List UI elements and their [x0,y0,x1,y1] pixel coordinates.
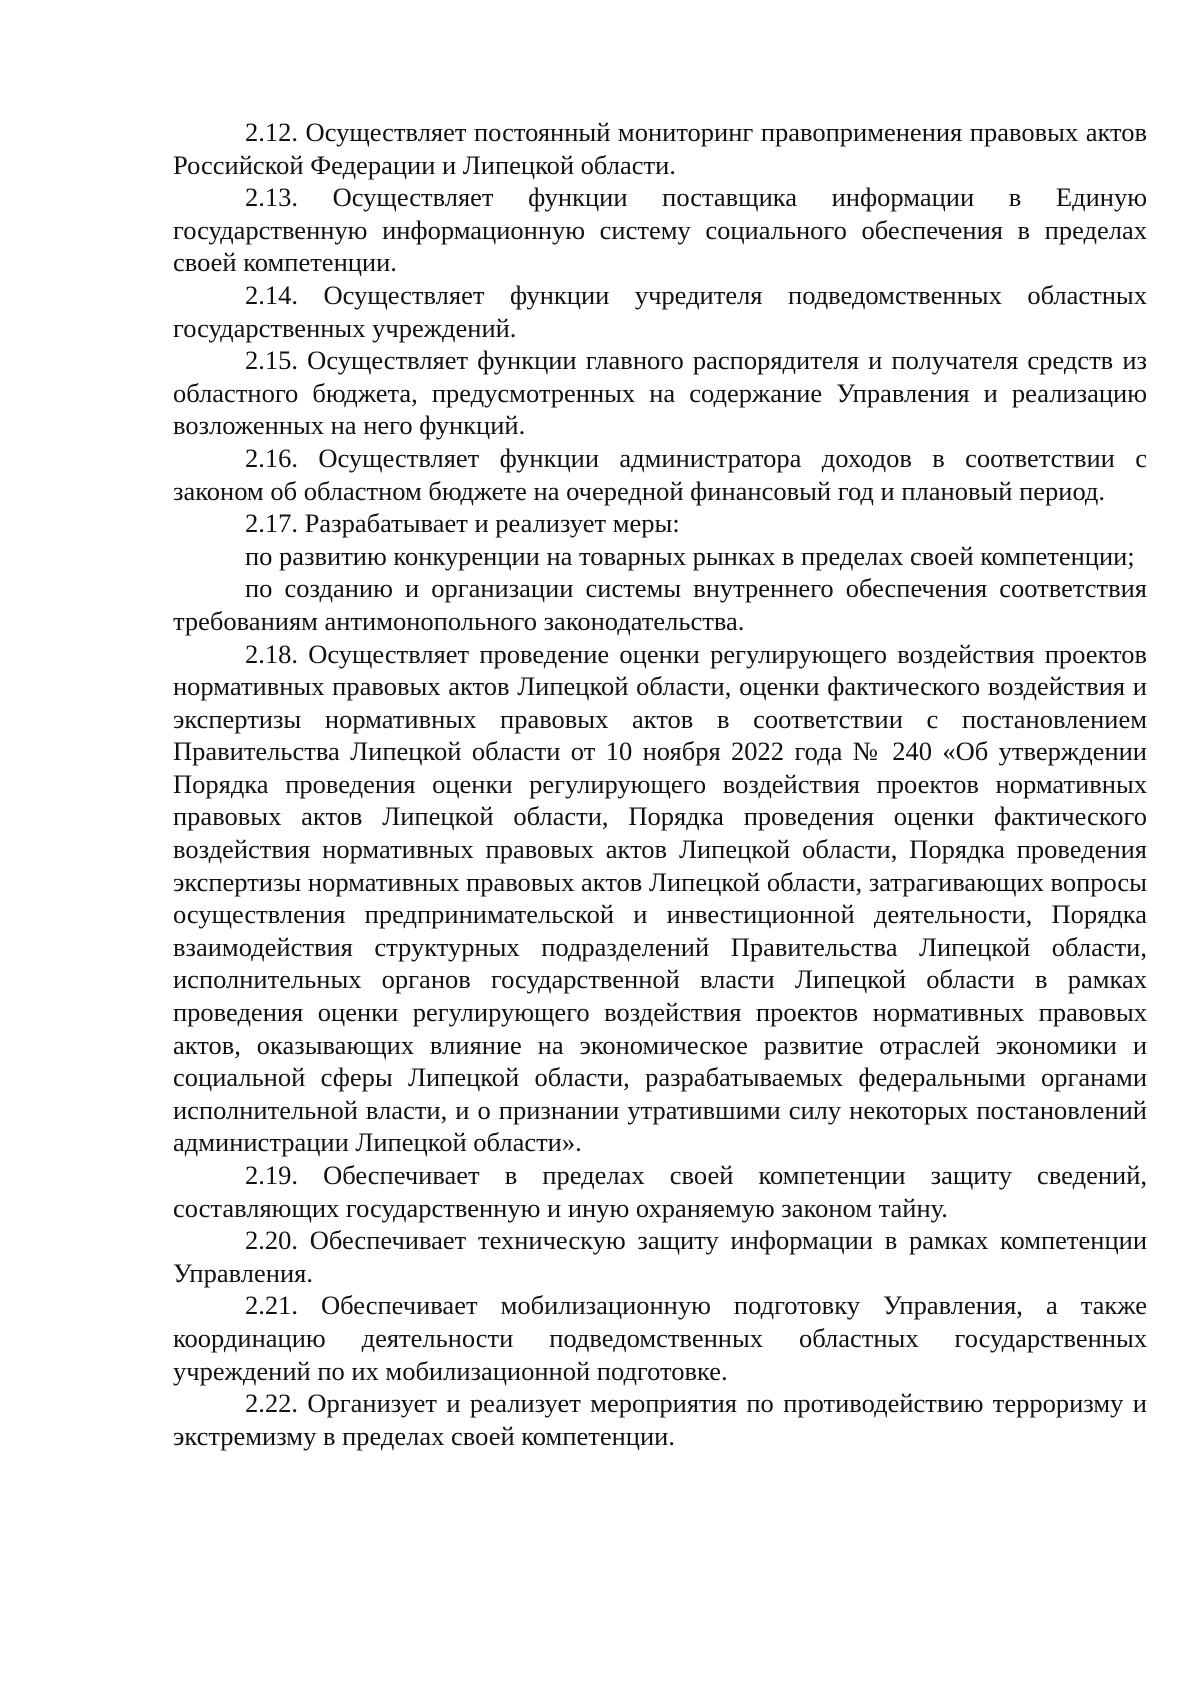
paragraph-2-14: 2.14. Осуществляет функции учредителя подведомственных областных государственных учреждений. [173,279,1147,343]
document-body [173,116,1147,1452]
paragraph-2-19: 2.19. Обеспечивает в пределах своей компетенции защиту сведений, составляющих государственную и иную охраняемую законом тайну. [173,1160,1147,1223]
paragraph-2-17-item-antimonopoly: по созданию и организации системы внутреннего обеспечения соответствия требованиям антимонопольного законодательства. [173,573,1147,636]
paragraph-2-12: 2.12. Осуществляет постоянный мониторинг правоприменения правовых актов Российской Федерации и Липецкой области. [173,117,1147,180]
paragraph-2-15: 2.15. Осуществляет функции главного распорядителя и получателя средств из областного бюджета, предусмотренных на содержание Управления и реализацию возложенных на него функций. [173,345,1147,441]
paragraph-2-22: 2.22. Организует и реализует мероприятия по противодействию терроризму и экстремизму в пределах своей компетенции. [173,1388,1147,1451]
paragraph-2-21: 2.21. Обеспечивает мобилизационную подготовку Управления, а также координацию деятельности подведомственных областных государственных учреждений по их мобилизационной подготовке. [173,1290,1147,1386]
paragraph-2-17: 2.17. Разрабатывает и реализует меры: [245,508,680,539]
paragraph-2-20: 2.20. Обеспечивает техническую защиту информации в рамках компетенции Управления. [173,1225,1147,1288]
paragraph-2-18: 2.18. Осуществляет проведение оценки регулирующего воздействия проектов нормативных правовых актов Липецкой области, оценки фактического воздействия и экспертизы нормативных правовых актов в соответствии с постановлением Правительства Липецкой области от 10 ноября 2022 года № 240 «Об утверждении Порядка проведения оценки регулирующего воздействия проектов нормативных правовых актов Липецкой области, Порядка проведения оценки фактического воздействия нормативных правовых актов Липецкой области, Порядка проведения экспертизы нормативных правовых актов Липецкой области, затрагивающих вопросы осуществления предпринимательской и инвестиционной деятельности, Порядка взаимодействия структурных подразделений Правительства Липецкой области, исполнительных органов государственной власти Липецкой области в рамках проведения оценки регулирующего воздействия проектов нормативных правовых актов, оказывающих влияние на экономическое развитие отраслей экономики и социальной сферы Липецкой области, разрабатываемых федеральными органами исполнительной власти, и о признании утратившими силу некоторых постановлений администрации Липецкой области». [173,638,1147,1158]
paragraph-2-16: 2.16. Осуществляет функции администратора доходов в соответствии с законом об областном бюджете на очередной финансовый год и плановый период. [173,442,1147,506]
paragraph-2-13: 2.13. Осуществляет функции поставщика информации в Единую государственную информационную систему социального обеспечения в пределах своей компетенции. [173,182,1147,278]
paragraph-2-17-item-competition: по развитию конкуренции на товарных рынках в пределах своей компетенции; [245,540,1135,571]
